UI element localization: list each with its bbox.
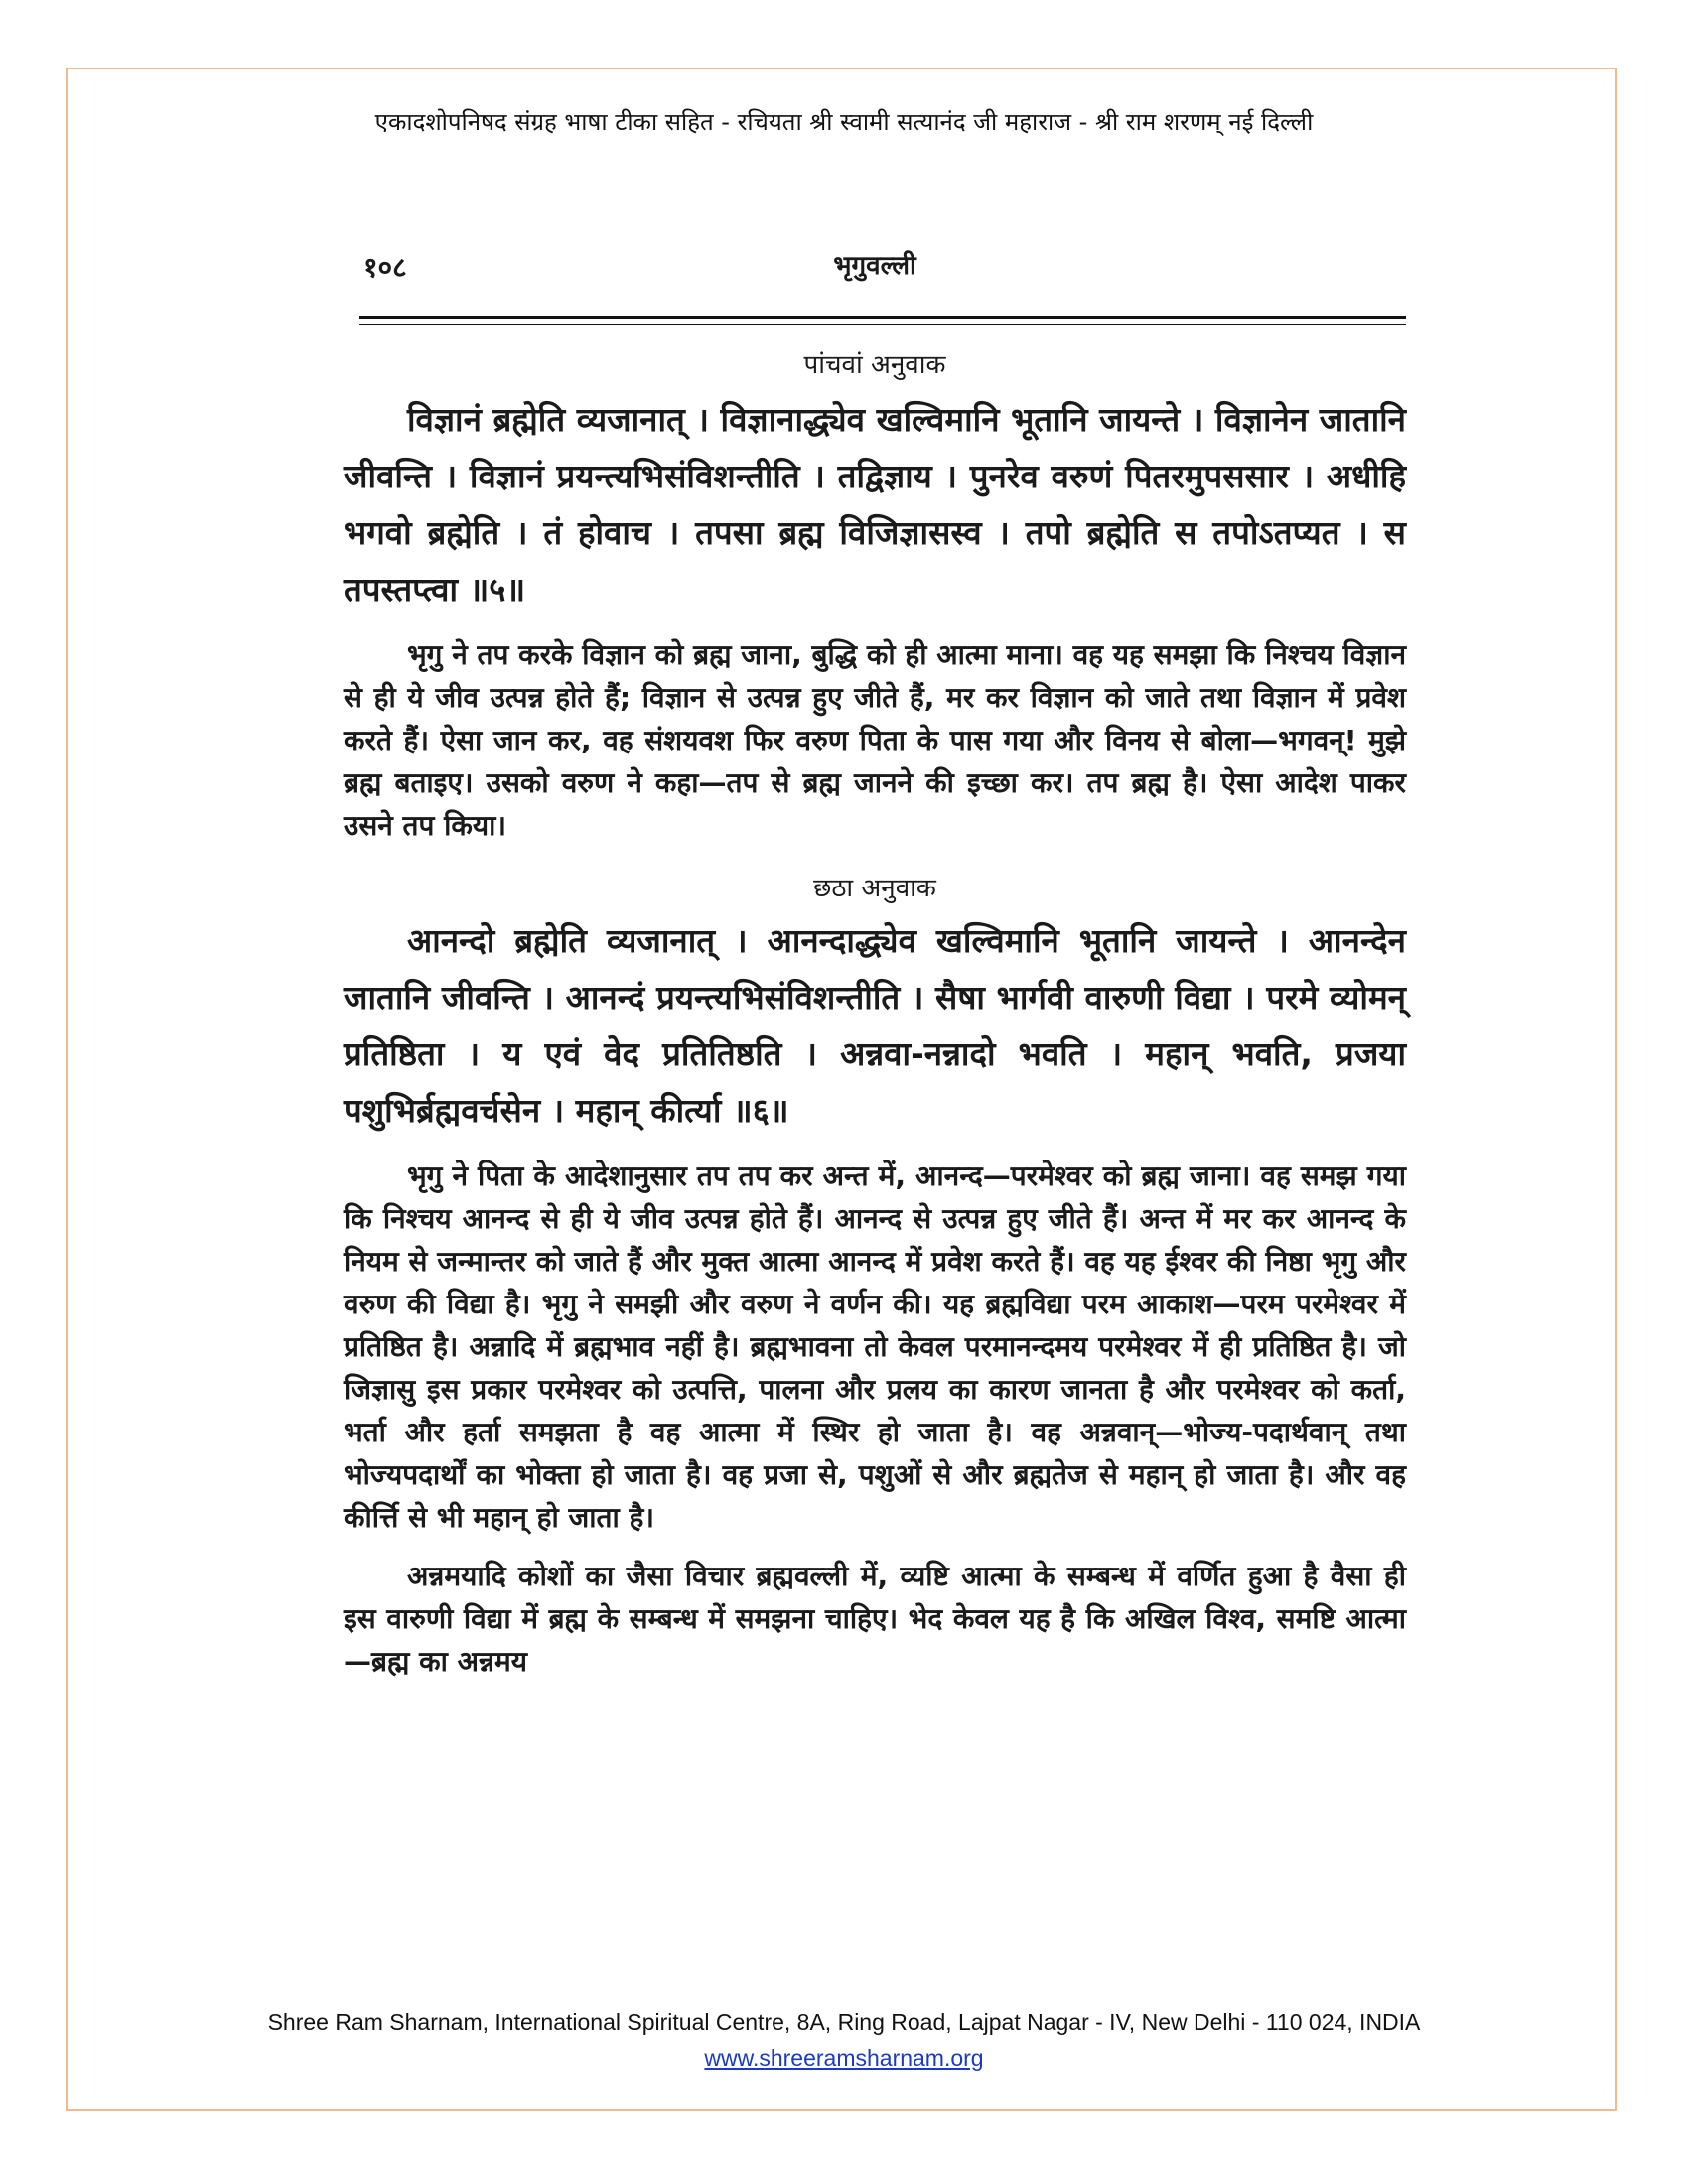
running-title: भृगुवल्ली <box>833 251 916 281</box>
header-rule-thick <box>359 316 1406 319</box>
footer-address: Shree Ram Sharnam, International Spiritual Centre, 8A, Ring Road, Lajpat Nagar - IV, New Delhi - 110 024, INDIA <box>267 2009 1421 2035</box>
section5-title: पांचवां अनुवाक <box>803 350 946 380</box>
document-header: एकादशोपनिषद संग्रह भाषा टीका सहित - रचियता श्री स्वामी सत्यानंद जी महाराज - श्री राम शरणम् नई दिल्ली <box>374 108 1314 136</box>
footer-website <box>0 2045 1688 2072</box>
section6-commentary: भृगु ने पिता के आदेशानुसार तप तप कर अन्त में, आनन्द—परमेश्वर को ब्रह्म जाना। वह समझ गया कि निश्चय आनन्द से ही ये जीव उत्पन्न होते हैं। आनन्द से उत्पन्न हुए जीते हैं। अन्त में मर कर आनन्द के नियम से जन्मान्तर को जाते हैं और मुक्त आत्मा आनन्द में प्रवेश करते हैं। वह यह ईश्वर की निष्ठा भृगु और वरुण की विद्या है। भृगु ने समझी और वरुण ने वर्णन की। यह ब्रह्मविद्या परम आकाश—परम परमेश्वर में प्रतिष्ठित है। अन्नादि में ब्रह्मभाव नहीं है। ब्रह्मभावना तो केवल परमानन्दमय परमेश्वर में ही प्रतिष्ठित है। जो जिज्ञासु इस प्रकार परमेश्वर को उत्पत्ति, पालना और प्रलय का कारण जानता है और परमेश्वर को कर्ता, भर्ता और हर्ता समझता है वह आत्मा में स्थिर हो जाता है। वह अन्नवान्—भोज्य-पदार्थवान् तथा भोज्यपदार्थों का भोक्ता हो जाता है। वह प्रजा से, पशुओं से और ब्रह्मतेज से महान् हो जाता है। और वह कीर्त्ति से भी महान् हो जाता है। <box>344 1160 1406 1534</box>
section5-commentary: भृगु ने तप करके विज्ञान को ब्रह्म जाना, बुद्धि को ही आत्मा माना। वह यह समझा कि निश्चय विज्ञान से ही ये जीव उत्पन्न होते हैं; विज्ञान से उत्पन्न हुए जीते हैं, मर कर विज्ञान को जाते तथा विज्ञान में प्रवेश करते हैं। ऐसा जान कर, वह संशयवश फिर वरुण पिता के पास गया और विनय से बोला—भगवन्! मुझे ब्रह्म बताइए। उसको वरुण ने कहा—तप से ब्रह्म जानने की इच्छा कर। तप ब्रह्म है। ऐसा आदेश पाकर उसने तप किया। <box>344 638 1407 842</box>
scanned-page <box>344 238 1406 1966</box>
section6-title: छठा अनुवाक <box>813 874 936 903</box>
page-number: १०८ <box>363 251 407 284</box>
section6-verse: आनन्दो ब्रह्मेति व्यजानात् । आनन्दाद्ध्येव खल्विमानि भूतानि जायन्ते । आनन्देन जातानि जीवन्ति । आनन्दं प्रयन्त्यभिसंविशन्तीति । सैषा भार्गवी वारुणी विद्या । परमे व्योमन् प्रतिष्ठिता । य एवं वेद प्रतितिष्ठति । अन्नवा-नन्नादो भवति । महान् भवति, प्रजया पशुभिर्ब्रह्मवर्चसेन । महान् कीर्त्या ॥६॥ <box>344 921 1406 1130</box>
header-rule-thin <box>359 324 1406 325</box>
section5-verse: विज्ञानं ब्रह्मेति व्यजानात् । विज्ञानाद्ध्येव खल्विमानि भूतानि जायन्ते । विज्ञानेन जातानि जीवन्ति । विज्ञानं प्रयन्त्यभिसंविशन्तीति । तद्विज्ञाय । पुनरेव वरुणं पितरमुपससार । अधीहि भगवो ब्रह्मेति । तं होवाच । तपसा ब्रह्म विजिज्ञासस्व । तपो ब्रह्मेति स तपोऽतप्यत । स तपस्तप्त्वा ॥५॥ <box>344 400 1406 609</box>
section6-note: अन्नमयादि कोशों का जैसा विचार ब्रह्मवल्ली में, व्यष्टि आत्मा के सम्बन्ध में वर्णित हुआ है वैसा ही इस वारुणी विद्या में ब्रह्म के सम्बन्ध में समझना चाहिए। भेद केवल यह है कि अखिल विश्व, समष्टि आत्मा—ब्रह्म का अन्नमय <box>344 1560 1406 1678</box>
website-link[interactable]: www.shreeramsharnam.org <box>704 2045 984 2071</box>
page-head <box>344 238 1406 288</box>
